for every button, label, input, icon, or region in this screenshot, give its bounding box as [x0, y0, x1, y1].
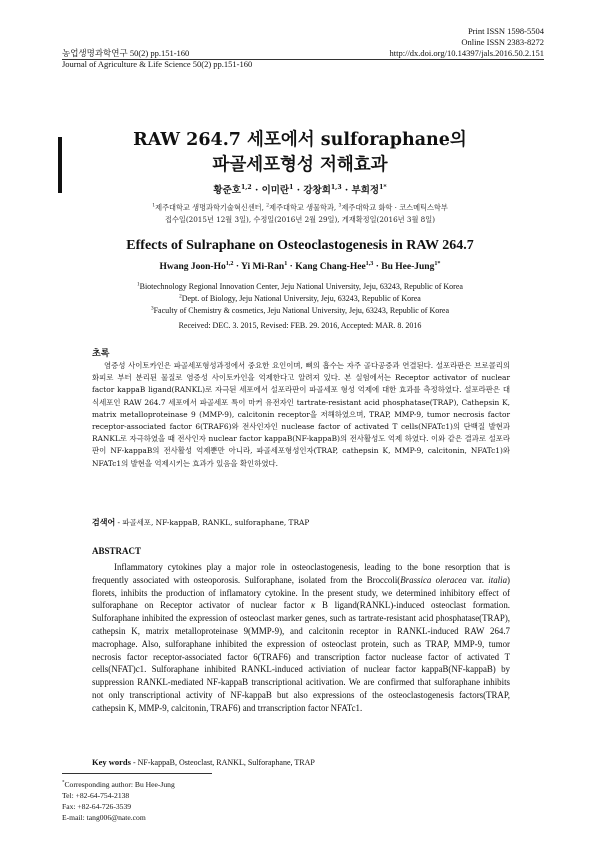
authors-english: Hwang Joon-Ho$^{1,2}$ · Yi Mi-Ran$^1$ · Kang Chang-Hee$^{1,3}$ · Bu Hee-Jung$^{1*}$: [159, 260, 441, 272]
abstract-korean-heading: 초록: [92, 349, 110, 359]
corresponding-author-footnote: [62, 779, 175, 823]
doi-link[interactable]: http://dx.doi.org/10.14397/jals.2016.50.2.151: [389, 48, 544, 58]
keywords-korean: [92, 517, 309, 528]
footnote-author: *Corresponding author: Bu Hee-Jung: [62, 780, 175, 789]
affiliation-english-1: $^1$Biotechnology Regional Innovation Center, Jeju National University, Jeju, 63243, Republic of Korea: [137, 281, 463, 291]
journal-citation-en: Journal of Agriculture & Life Science 50(2) pp.151-160: [62, 59, 253, 69]
affiliations-english: [0, 281, 600, 317]
keywords-english: [92, 757, 315, 767]
footnote-tel: Tel: +82-64-754-2138: [62, 791, 130, 800]
affiliation-korean-line: $^1$제주대학교 생명과학기술혁신센터, $^2$제주대학교 생물학과, $^3$제주대학교 화학 · 코스메틱스학부: [152, 203, 448, 212]
issn-print: Print ISSN 1598-5504: [467, 26, 544, 36]
authors-korean: 황준호$^{1,2}$ · 이미란$^1$ · 강창희$^{1,3}$ · 부희정$^{1*}$: [213, 183, 387, 196]
footnote-divider: [62, 773, 212, 774]
issn-block: [461, 26, 544, 48]
abstract-english-body: Inflammatory cytokines play a major role in osteoclastogenesis, leading to the bone resorption that is frequently associated with osteoporosis. Sulforaphane, isolated from the Broccoli(Brassica oleracea var. italia) florets, inhibits the production of inflamatory cytokine. In the present study, we determined inhibitory effect of sulforaphane on Receptor activator of nuclear factor κ B ligand(RANKL)-induced osteoclast formation. Sulforaphane inhibited the expression of osteoclast marker genes, such as tartrate-resistant acid phosphatase(TRAP), cathepsin K, matrix metalloproteinase 9(MMP-9), and calcitonin receptor in RANKL-induced RAW 264.7 macrophage. Also, sulforaphane inhibited the expression of osteoclast protein, such as TRAP, MMP-9, tumor necrosis factor receptor-associated factor 6(TRAF6) and transcription factor nuclease factor of activated T cells(NFAT)c1. Sulforaphane inhibited RANKL-induced activiation of nuclear factor kappaB(NF-kappaB) by suppression RANKL-mediated NF-kappaB transcriptional acitivation. We are confirmed that sulforaphane inhibits not only transcriptional activity of NF-kappaB but also expressions of the osteoclastogenesis factors(TRAP, cathepsin K, MMP-9, calcitonin, TRAF6) and trranscription factor NFATc1.: [92, 562, 510, 713]
affiliation-english-3: $^3$Faculty of Chemistry & cosmetics, Jeju National University, Jeju, 63243, Republic of Korea: [150, 305, 450, 315]
title-english: Effects of Sulraphane on Osteoclastogenesis in RAW 264.7: [126, 238, 474, 253]
keywords-korean-label: 검색어: [92, 517, 116, 527]
keywords-korean-list: - 파골세포, NF-kappaB, RANKL, sulforaphane, TRAP: [115, 518, 310, 527]
footnote-fax: Fax: +82-64-726-3539: [62, 802, 132, 811]
title-korean: [0, 128, 600, 178]
keywords-english-label: Key words: [92, 757, 131, 767]
received-dates: Received: DEC. 3. 2015, Revised: FEB. 29. 2016, Accepted: MAR. 8. 2016: [178, 321, 422, 330]
title-korean-line-1: RAW 264.7 세포에서 sulforaphane의: [133, 130, 467, 150]
abstract-korean-body: 염증성 사이토카인은 파골세포형성과정에서 중요한 요인이며, 뼈의 흡수는 자주 골다공증과 연결된다. 설포라판은 브로콜리의 화피로 부터 분리된 물질로 염증성 사이토카인을 억제한다고 알려져 있다. 본 실험에서는 Receptor activator of nuclear factor kappaB ligand(RANKL)로 자극된 세포에서 설포라판이 파골세포 형성 억제에 대한 효과를 측정하였다. 설포라판은 대식세포인 RAW 264.7 세포에서 파골세포 특이 마커 유전자인 tartrate-resistant acid phosphatase(TRAP), Cathepsin K, matrix metalloproteinase 9 (MMP-9), calcitonin receptor을 저해하였으며, TRAP, MMP-9, tumor necrosis factor receptor-associated factor 6(TRAF6)와 전사인자인 nuclease factor of activated T cells(NFATc1)의 단백질 발현과 RANKL로 자극하였을 때 전사인자 nuclear factor kappaB(NF-kappaB)의 전사활성도 억제 하였다. 이와 같은 결과로 설포라판이 NF-kappaB의 전사활성 억제뿐만 아니라, 파골세포형성인자(TRAP, cathepsin K, MMP-9, calcitonin, NFATc1)와 NFATc1의 발현을 억제시키는 효과가 있음을 확인하였다.: [92, 361, 510, 468]
title-korean-line-2: 파골세포형성 저해효과: [212, 155, 388, 175]
affiliations-korean: [0, 202, 600, 226]
issn-online: Online ISSN 2383-8272: [461, 37, 544, 47]
abstract-english-heading: ABSTRACT: [92, 546, 142, 556]
keywords-english-list: - NF-kappaB, Osteoclast, RANKL, Sulforaphane, TRAP: [130, 758, 315, 767]
affiliation-english-2: $^2$Dept. of Biology, Jeju National University, Jeju, 63243, Republic of Korea: [179, 293, 421, 303]
dates-korean: 접수일(2015년 12월 3일), 수정일(2016년 2월 29일), 게재확정일(2016년 3월 8일): [165, 215, 435, 224]
footnote-email[interactable]: E-mail: tang006@nate.com: [62, 813, 146, 822]
journal-citation-ko: 농업생명과학연구 50(2) pp.151-160: [62, 48, 190, 58]
header-divider: [62, 59, 544, 60]
